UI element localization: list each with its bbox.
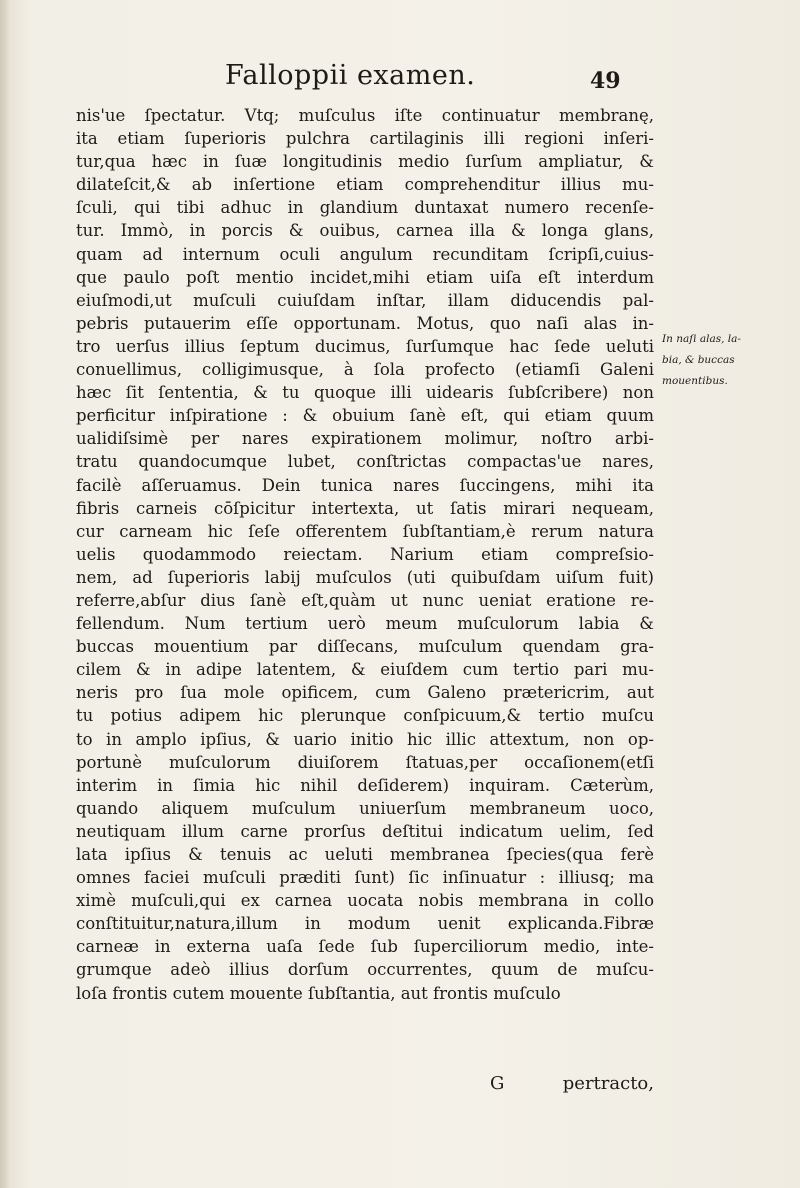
text-line: lata ipſius & tenuis ac ueluti membranea ſpecies(qua ferè (76, 845, 654, 864)
text-line: neris pro ſua mole opificem, cum Galeno prætericrim, aut (76, 683, 654, 703)
text-line: tratu quandocumque lubet, conſtrictas compactas'ue nares, (76, 452, 654, 472)
text-line: quam ad internum oculi angulum recunditam ſcripſi,cuius- (76, 244, 654, 264)
text-line: cilem & in adipe latentem, & eiuſdem cum tertio pari mu- (76, 660, 654, 680)
text-line: omnes faciei muſculi præditi ſunt) ſic inſinuatur : illiusq; ma (76, 868, 654, 888)
text-line: dilateſcit,& ab inſertione etiam comprehenditur illius mu- (76, 175, 654, 195)
text-line: interim in ſimia hic nihil deſiderem) inquiram. Cæterùm, (76, 775, 654, 795)
text-line: grumque adeò illius dorſum occurrentes, quum de muſcu- (76, 960, 654, 980)
text-line: tro uerſus illius ſeptum ducimus, ſurſumque hac ſede ueluti (76, 336, 654, 356)
marginal-note-line: bia, & buccas (662, 354, 735, 366)
footer-line (76, 1073, 654, 1101)
text-line: quando aliquem muſculum uniuerſum membraneum uoco, (76, 798, 654, 818)
text-line: conſtituitur,natura,illum in modum uenit explicanda.Fibræ (76, 914, 654, 934)
text-line: cur carneam hic ſeſe offerentem ſubſtantiam,è rerum natura (76, 521, 654, 541)
text-line: referre,abſur dius ſanè eſt,quàm ut nunc ueniat eratione re- (76, 590, 654, 610)
text-line: portunè muſculorum diuiſorem ſtatuas,per occaſionem(etſi (76, 752, 654, 772)
text-line: fellendum. Num tertium uerò meum muſculorum labia & (76, 614, 654, 634)
text-line: loſa frontis cutem mouente ſubſtantia, aut frontis muſculo (76, 983, 561, 1003)
text-line: carneæ in externa uaſa ſede ſub ſuperciliorum medio, inte- (76, 937, 654, 957)
text-line: pebris putauerim eſſe opportunam. Motus, quo naſi alas in- (76, 313, 654, 333)
text-line: nis'ue ſpectatur. Vtq; muſculus iſte continuatur membranę, (76, 106, 654, 125)
marginal-note-line: mouentibus. (662, 375, 728, 387)
text-line: fibris carneis cōſpicitur intertexta, ut ſatis mirari nequeam, (76, 498, 654, 518)
text-line: tu potius adipem hic plerunque conſpicuum,& tertio muſcu (76, 706, 654, 726)
signature-mark: G (490, 1073, 505, 1094)
text-line: buccas mouentium par diſſecans, muſculum quendam gra- (76, 637, 654, 657)
text-line: tur. Immò, in porcis & ouibus, carnea illa & longa glans, (76, 221, 654, 241)
text-line: ſculi, qui tibi adhuc in glandium duntaxat numero recenſe- (76, 198, 654, 218)
text-line: hæc ſit ſententia, & tu quoque illi uidearis ſubſcribere) non (76, 383, 654, 403)
marginal-note (662, 329, 792, 392)
text-line: conuellimus, colligimusque, à ſola profecto (etiamſi Galeni (76, 360, 654, 380)
text-line: nem, ad ſuperioris labij muſculos (uti quibuſdam uiſum fuit) (76, 567, 654, 587)
text-line: ita etiam ſuperioris pulchra cartilaginis illi regioni inſeri- (76, 129, 654, 149)
page-number: 49 (590, 68, 621, 94)
text-line: uelis quodammodo reiectam. Narium etiam compreſsio- (76, 544, 654, 564)
catchword: pertracto, (562, 1073, 654, 1094)
text-line: ualidiſsimè per nares expirationem molimur, noſtro arbi- (76, 429, 654, 449)
page-edge-shadow (0, 0, 10, 1188)
running-title: Falloppii examen. (225, 60, 476, 91)
marginal-note-line: In naſi alas, la- (662, 333, 741, 345)
text-line: perficitur inſpiratione : & obuium ſanè eſt, qui etiam quum (76, 406, 654, 426)
text-line: ximè muſculi,qui ex carnea uocata nobis membrana in collo (76, 891, 654, 911)
text-line: que paulo poſt mentio incidet,mihi etiam uiſa eſt interdum (76, 267, 654, 287)
text-line: to in amplo ipſius, & uario initio hic illic attextum, non op- (76, 729, 654, 749)
page-header (0, 60, 800, 100)
text-line: tur,qua hæc in ſuæ longitudinis medio ſurſum ampliatur, & (76, 152, 654, 172)
text-line: neutiquam illum carne prorſus deſtitui indicatum uelim, ſed (76, 821, 654, 841)
text-line: facilè aſſeruamus. Dein tunica nares ſuccingens, mihi ita (76, 475, 654, 495)
body-text (76, 104, 654, 1005)
text-line: eiuſmodi,ut muſculi cuiuſdam inſtar, illam diducendis pal- (76, 290, 654, 310)
